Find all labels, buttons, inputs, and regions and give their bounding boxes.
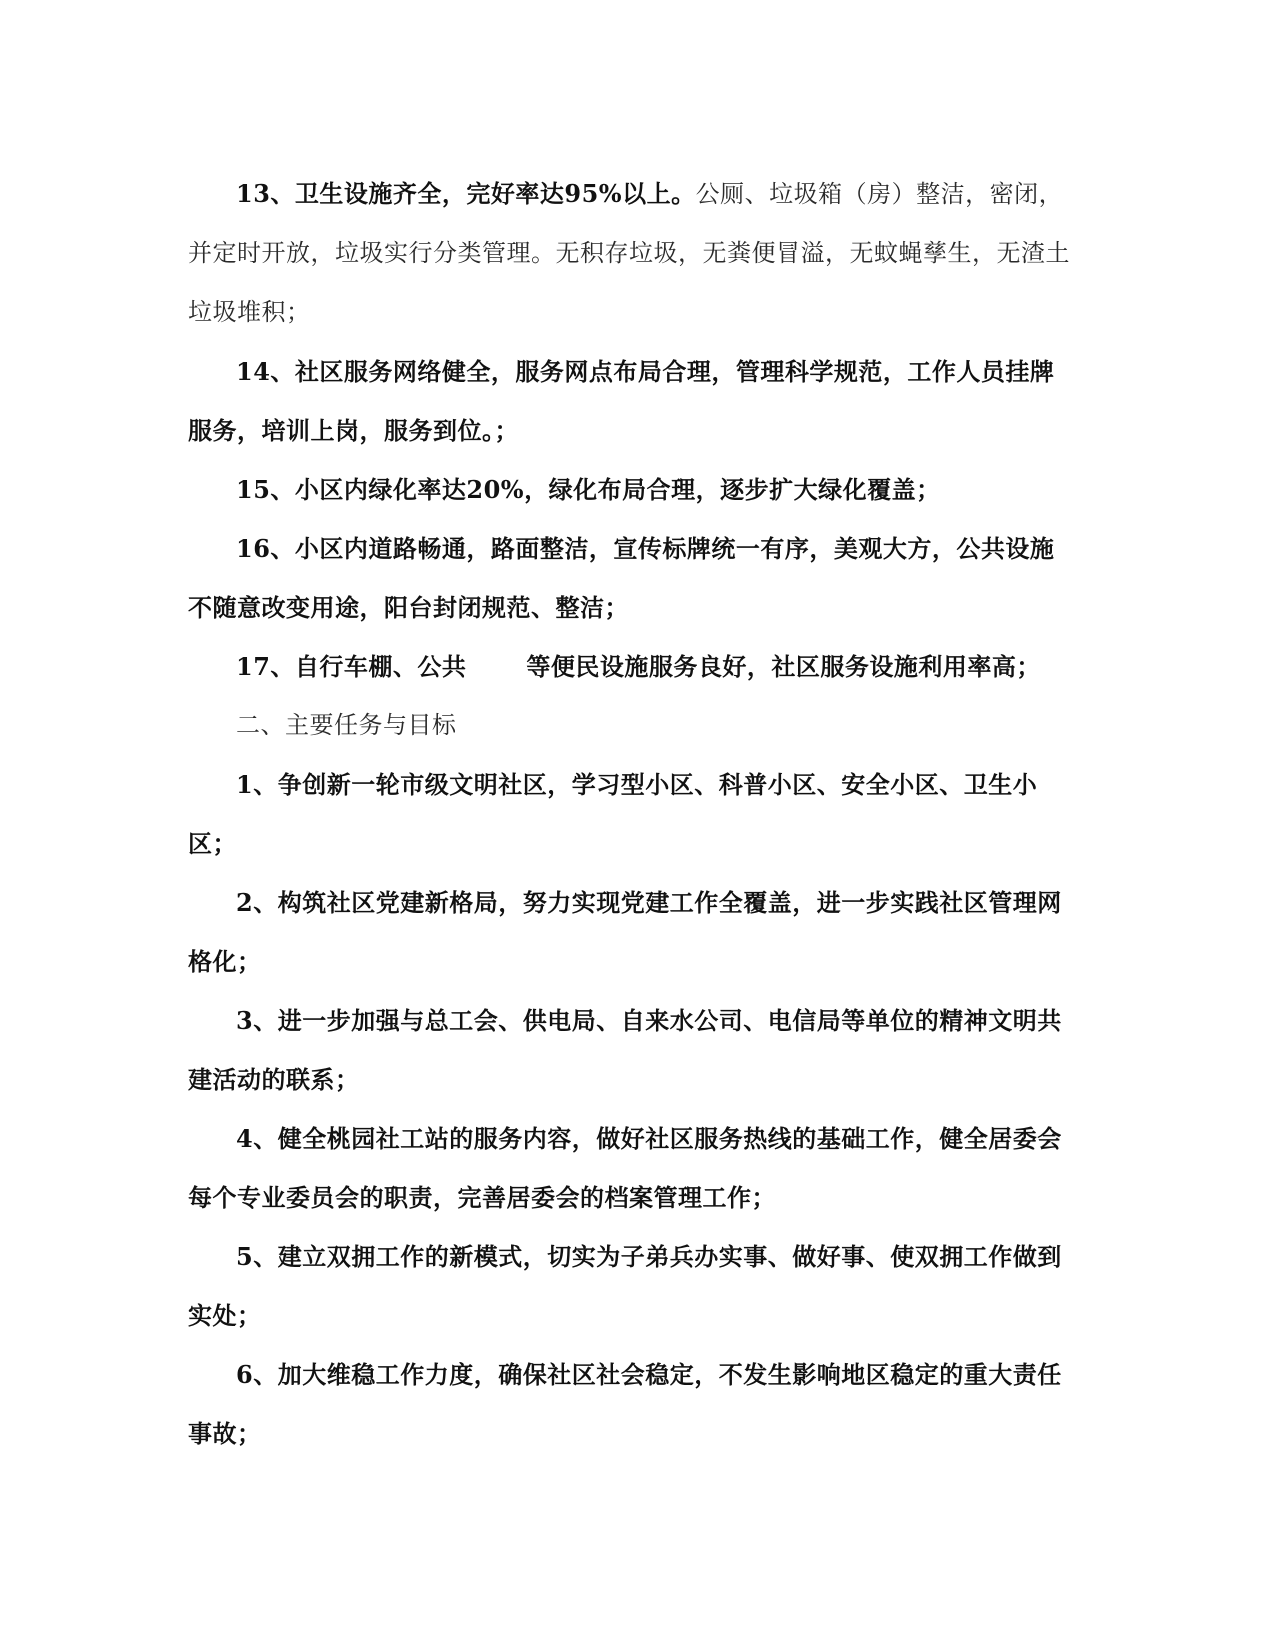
task-item-1: 1、争创新一轮市级文明社区，学习型小区、科普小区、安全小区、卫生小区； (188, 770, 1038, 858)
paragraph-item-17-part-b: 等便民设施服务良好，社区服务设施利用率高； (526, 652, 1041, 681)
task-item-2: 2、构筑社区党建新格局，努力实现党建工作全覆盖，进一步实践社区管理网格化； (188, 888, 1062, 976)
paragraph-item-17 (188, 637, 1078, 696)
paragraph-item-13-lead: 13、卫生设施齐全，完好率达95%以上。 (236, 179, 696, 208)
task-item-4: 4、健全桃园社工站的服务内容，做好社区服务热线的基础工作，健全居委会每个专业委员会的职责，完善居委会的档案管理工作； (188, 1124, 1062, 1212)
paragraph-item-15: 15、小区内绿化率达20%，绿化布局合理，逐步扩大绿化覆盖； (236, 475, 941, 504)
task-item-5: 5、建立双拥工作的新模式，切实为子弟兵办实事、做好事、使双拥工作做到实处； (188, 1242, 1062, 1330)
paragraph-item-16: 16、小区内道路畅通，路面整洁，宣传标牌统一有序，美观大方，公共设施不随意改变用途，阳台封闭规范、整洁； (188, 534, 1055, 622)
document-body (188, 164, 1078, 1463)
section-heading: 二、主要任务与目标 (236, 711, 457, 739)
task-item-3: 3、进一步加强与总工会、供电局、自来水公司、电信局等单位的精神文明共建活动的联系； (188, 1006, 1062, 1094)
paragraph-item-14: 14、社区服务网络健全，服务网点布局合理，管理科学规范，工作人员挂牌服务，培训上岗，服务到位。； (188, 357, 1055, 445)
paragraph-item-17-part-a: 17、自行车棚、公共 (236, 652, 467, 681)
paragraph-item-13-rest: 公厕、垃圾箱（房）整洁，密闭，并定时开放，垃圾实行分类管理。无积存垃圾，无粪便冒溢，无蚊蝇孳生，无渣土垃圾堆积； (188, 180, 1070, 326)
paragraph-item-13 (188, 164, 1078, 342)
task-item-6: 6、加大维稳工作力度，确保社区社会稳定，不发生影响地区稳定的重大责任事故； (188, 1360, 1062, 1448)
